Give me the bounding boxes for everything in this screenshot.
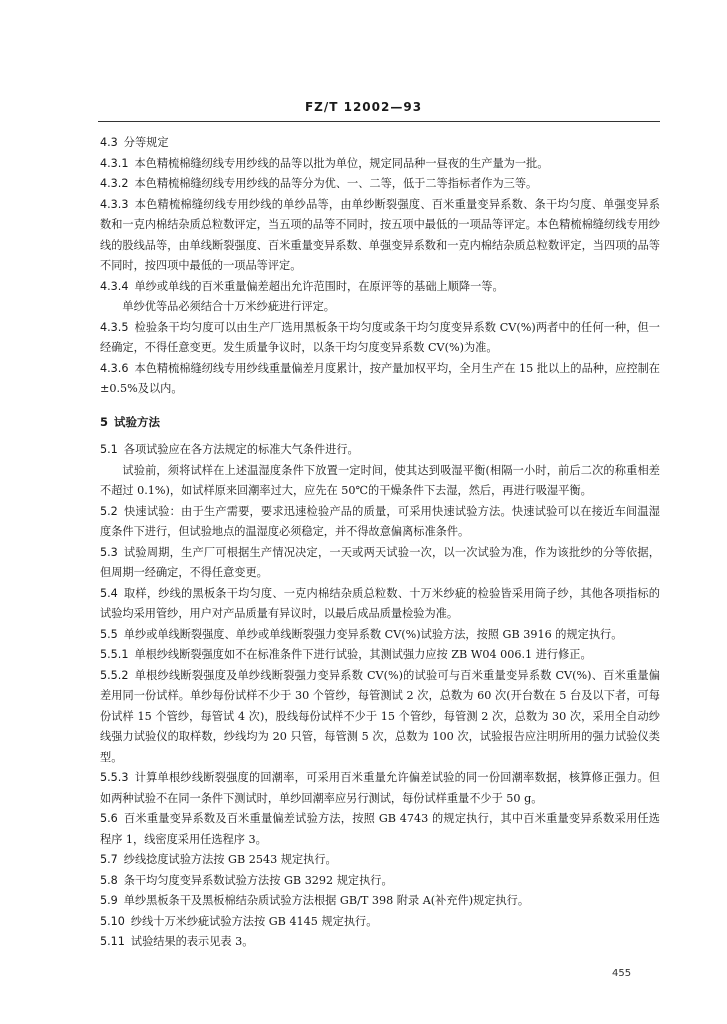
clause-text: 单纱黑板条干及黑板棉结杂质试验方法根据 GB/T 398 附录 A(补充件)规定执行。 (123, 894, 530, 907)
clause-5-8 (100, 871, 660, 892)
clause-text: 取样，纱线的黑板条干均匀度、一克内棉结杂质总粒数、十万米纱疵的检验皆采用筒子纱，其他各项指标的试验均采用管纱，用户对产品质量有异议时，以最后成品质量检验为准。 (100, 586, 660, 620)
page-number: 455 (612, 968, 632, 979)
clause-text: 单纱或单线断裂强度、单纱或单线断裂强力变异系数 CV(%)试验方法，按照 GB 3916 的规定执行。 (123, 627, 623, 641)
page-header-standard-number: FZ/T 12002—93 (304, 100, 423, 114)
clause-number: 5.7 (100, 853, 118, 866)
clause-text: 计算单根纱线断裂强度的回潮率，可采用百米重量允许偏差试验的同一份回潮率数据，核算修正强力。但如两种试验不在同一条件下测试时，单纱回潮率应另行测试，每份试样重量不少于 50 g。 (100, 771, 660, 805)
clause-number: 5.5.1 (100, 648, 129, 661)
clause-number: 5.11 (100, 935, 125, 948)
clause-number: 4.3.2 (100, 177, 129, 190)
clause-number: 4.3 (100, 136, 118, 149)
clause-text: 检验条干均匀度可以由生产厂选用黑板条干均匀度或条干均匀度变异系数 CV(%)两者中的任何一种，但一经确定，不得任意变更。发生质量争议时，以条干均匀度变异系数 CV(%)为准。 (100, 320, 660, 354)
header-rule (98, 121, 660, 122)
clause-number: 5.5 (100, 627, 118, 641)
clause-4-3-2 (100, 174, 660, 195)
clause-5-5-1 (100, 645, 660, 666)
clause-text: 百米重量变异系数及百米重量偏差试验方法，按照 GB 4743 的规定执行，其中百米重量变异系数采用任选程序 1，线密度采用任选程序 3。 (100, 812, 660, 846)
clause-4-3 (100, 133, 660, 154)
clause-number: 5.6 (100, 812, 118, 825)
clause-5-4 (100, 584, 660, 625)
clause-number: 5.5.3 (100, 771, 129, 784)
clause-text: 本色精梳棉缝纫线专用纱线的品等分为优、一、二等，低于二等指标者作为三等。 (134, 177, 538, 190)
clause-number: 5.2 (100, 504, 118, 518)
clause-5-10 (100, 912, 660, 933)
clause-text: 纱线十万米纱疵试验方法按 GB 4145 规定执行。 (130, 914, 378, 928)
clause-text: 试验周期，生产厂可根据生产情况决定，一天或两天试验一次，以一次试验为准，作为该批纱的分等依据，但周期一经确定，不得任意变更。 (100, 545, 660, 579)
clause-number: 5.10 (100, 914, 125, 928)
clause-text: 纱线捻度试验方法按 GB 2543 规定执行。 (123, 853, 337, 866)
clause-number: 5.5.2 (100, 668, 129, 682)
clause-number: 4.3.1 (100, 156, 129, 170)
clause-4-3-4-continuation: 单纱优等品必须结合十万米纱疵进行评定。 (122, 300, 335, 313)
clause-4-3-1 (100, 154, 660, 175)
clause-text: 各项试验应在各方法规定的标准大气条件进行。 (123, 443, 359, 456)
clause-5-6 (100, 809, 660, 850)
clause-text: 单根纱线断裂强度及单纱线断裂强力变异系数 CV(%)的试验可与百米重量变异系数 CV(%)、百米重量偏差用同一份试样。单纱每份试样不少于 30 个管纱，每管测试 2 次，总数为 60 次(开台数在 5 台及以下者，可每份试样 15 个管纱，每管试 4 次)，股线每份试样不少于 15 个管纱，每管测 2 次，总数为 30 次，采用全自动纱线强力试验仪的取样数，纱线均为 20 只管，每管测 5 次，总数为 100 次，试验报告应注明所用的强力试验仪类型。 (100, 668, 660, 764)
clause-number: 5.9 (100, 894, 118, 907)
clause-5-7 (100, 850, 660, 871)
clause-5-1 (100, 440, 660, 461)
clause-text: 试验结果的表示见表 3。 (130, 935, 254, 948)
clause-text: 本色精梳棉缝纫线专用纱线的单纱品等，由单纱断裂强度、百米重量变异系数、条干均匀度、单强变异系数和一克内棉结杂质总粒数评定，当五项的品等不同时，按五项中最低的一项品等评定。本色精梳棉缝纫线专用纱线的股线品等，由单线断裂强度、百米重量变异系数、单强变异系数和一克内棉结杂质总粒数评定，当四项的品等不同时，按四项中最低的一项品等评定。 (100, 197, 660, 272)
clause-number: 5.4 (100, 586, 118, 600)
clause-number: 4.3.6 (100, 361, 129, 375)
clause-5-5-3 (100, 768, 660, 809)
clause-number: 4.3.4 (100, 279, 129, 293)
clause-text: 单纱或单线的百米重量偏差超出允许范围时，在原评等的基础上顺降一等。 (134, 279, 504, 293)
clause-4-3-3 (100, 195, 660, 277)
clause-5-5 (100, 625, 660, 646)
clause-text: 本色精梳棉缝纫线专用纱线重量偏差月度累计，按产量加权平均，全月生产在 15 批以上的品种，应控制在±0.5%及以内。 (100, 361, 660, 395)
clause-4-3-4 (100, 277, 660, 298)
clause-5-1-continuation: 试验前，须将试样在上述温湿度条件下放置一定时间，使其达到吸湿平衡(相隔一小时，前后二次的称重相差不超过 0.1%)，如试样原来回潮率过大，应先在 50℃的干燥条件下去湿，然后，再进行吸湿平衡。 (100, 463, 660, 497)
clause-5-5-2 (100, 666, 660, 769)
section-heading-5 (100, 412, 660, 433)
clause-number: 4.3.5 (100, 320, 129, 334)
clause-4-3-5 (100, 318, 660, 359)
clause-text: 条干均匀度变异系数试验方法按 GB 3292 规定执行。 (123, 873, 393, 887)
clause-number: 4.3.3 (100, 197, 129, 211)
clause-5-9 (100, 891, 660, 912)
clause-number: 5.1 (100, 443, 118, 456)
clause-number: 5.8 (100, 873, 118, 887)
document-body (100, 133, 660, 953)
clause-5-2 (100, 502, 660, 543)
section-title: 试验方法 (114, 414, 161, 429)
clause-number: 5.3 (100, 545, 118, 559)
clause-text: 快速试验：由于生产需要，要求迅速检验产品的质量，可采用快速试验方法。快速试验可以在接近车间温湿度条件下进行，但试验地点的温湿度必须稳定，并不得故意偏离标准条件。 (100, 504, 660, 538)
clause-5-3 (100, 543, 660, 584)
clause-text: 本色精梳棉缝纫线专用纱线的品等以批为单位，规定同品种一昼夜的生产量为一批。 (134, 156, 549, 170)
clause-text: 单根纱线断裂强度如不在标准条件下进行试验，其测试强力应按 ZB W04 006.1 进行修正。 (134, 648, 592, 661)
clause-4-3-6 (100, 359, 660, 400)
section-number: 5 (100, 414, 109, 429)
clause-5-11 (100, 932, 660, 953)
clause-text: 分等规定 (123, 136, 169, 149)
